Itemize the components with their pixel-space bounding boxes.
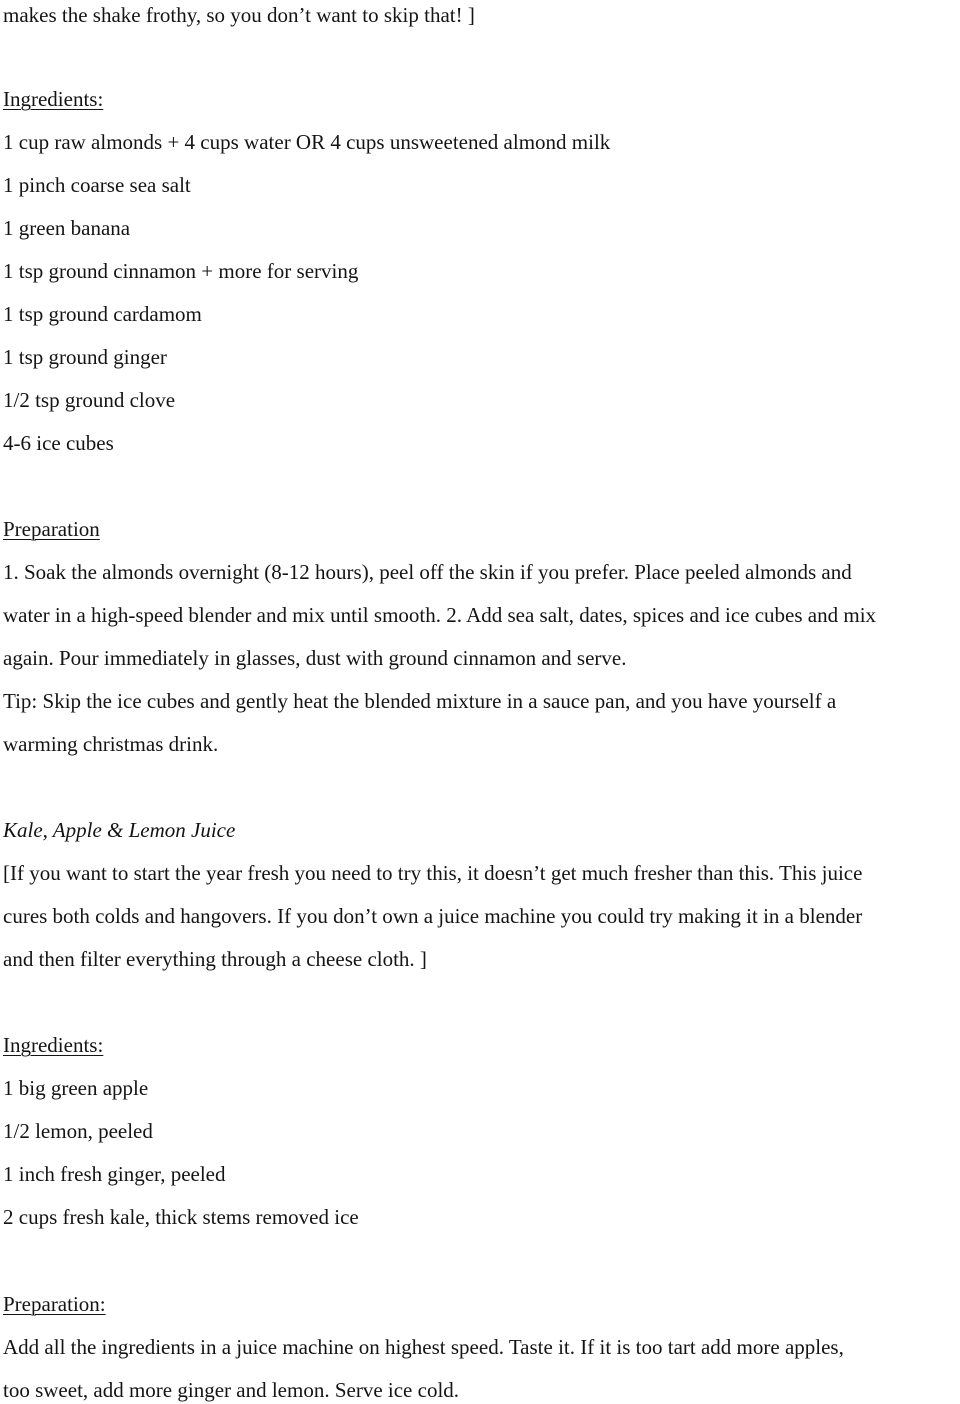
ingredient-item: 1/2 lemon, peeled bbox=[3, 1119, 153, 1143]
ingredient-item: 4-6 ice cubes bbox=[3, 431, 114, 455]
recipe2-intro-line: and then filter everything through a cheese cloth. ] bbox=[3, 947, 427, 971]
ingredient-item: 1 tsp ground ginger bbox=[3, 345, 167, 369]
ingredient-item: 1/2 tsp ground clove bbox=[3, 388, 176, 412]
preparation-line: 1. Soak the almonds overnight (8-12 hours), peel off the skin if you prefer. Place peeled almonds and bbox=[3, 560, 852, 584]
recipe2-title: Kale, Apple & Lemon Juice bbox=[3, 818, 236, 842]
recipe1-intro-tail: makes the shake frothy, so you don’t want to skip that! ] bbox=[3, 3, 475, 27]
recipe2-ingredients-heading: Ingredients: bbox=[3, 1033, 104, 1057]
preparation-line: water in a high-speed blender and mix until smooth. 2. Add sea salt, dates, spices and ice cubes and mix bbox=[3, 603, 877, 627]
ingredient-item: 1 inch fresh ginger, peeled bbox=[3, 1162, 226, 1186]
recipe2-intro-line: cures both colds and hangovers. If you don’t own a juice machine you could try making it in a blender bbox=[3, 904, 863, 928]
recipe2-preparation-heading: Preparation: bbox=[3, 1292, 106, 1316]
ingredient-item: 1 green banana bbox=[3, 216, 131, 240]
ingredient-item: 1 cup raw almonds + 4 cups water OR 4 cups unsweetened almond milk bbox=[3, 130, 611, 154]
ingredient-item: 1 tsp ground cardamom bbox=[3, 302, 202, 326]
ingredient-item: 1 big green apple bbox=[3, 1076, 149, 1100]
preparation-line: again. Pour immediately in glasses, dust with ground cinnamon and serve. bbox=[3, 646, 627, 670]
ingredient-item: 2 cups fresh kale, thick stems removed ice bbox=[3, 1205, 359, 1229]
preparation-line: too sweet, add more ginger and lemon. Serve ice cold. bbox=[3, 1378, 460, 1402]
recipe1-ingredients-heading: Ingredients: bbox=[3, 87, 104, 111]
ingredient-item: 1 pinch coarse sea salt bbox=[3, 173, 191, 197]
recipe1-preparation-heading: Preparation bbox=[3, 517, 100, 541]
preparation-tip-line: Tip: Skip the ice cubes and gently heat the blended mixture in a sauce pan, and you have yourself a bbox=[3, 689, 837, 713]
preparation-tip-line: warming christmas drink. bbox=[3, 732, 219, 756]
ingredient-item: 1 tsp ground cinnamon + more for serving bbox=[3, 259, 359, 283]
recipe2-intro-line: [If you want to start the year fresh you need to try this, it doesn’t get much fresher than this. This juice bbox=[3, 861, 863, 885]
preparation-line: Add all the ingredients in a juice machine on highest speed. Taste it. If it is too tart add more apples, bbox=[3, 1335, 844, 1359]
